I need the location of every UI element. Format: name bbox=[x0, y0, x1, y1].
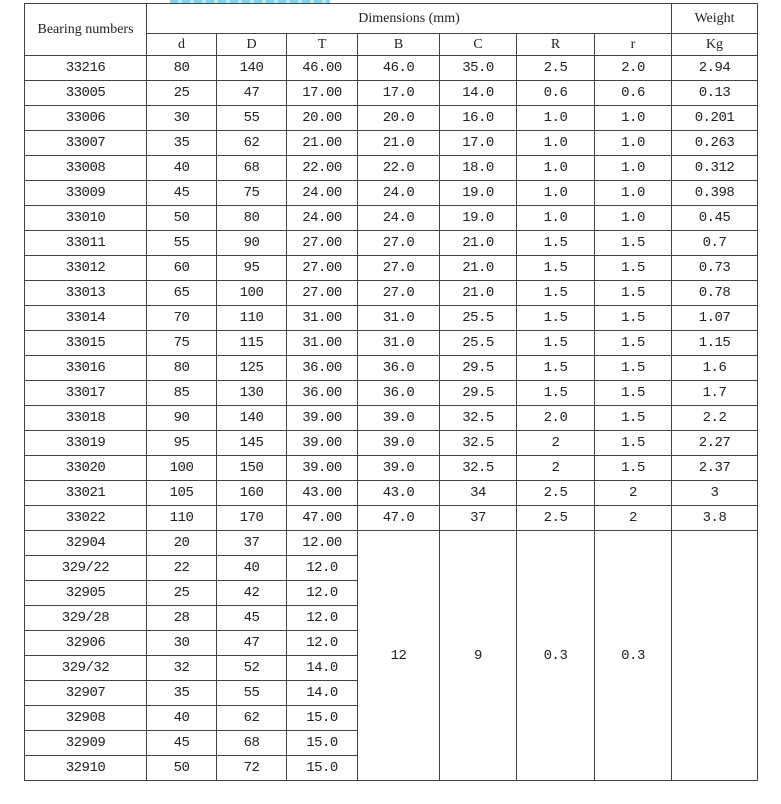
shared-r-value: 0.3 bbox=[595, 531, 672, 781]
R-value: 1.5 bbox=[517, 306, 595, 331]
weight-value: 0.13 bbox=[672, 81, 758, 106]
B-value: 31.0 bbox=[358, 331, 440, 356]
C-value: 29.5 bbox=[440, 356, 517, 381]
table-row bbox=[25, 281, 758, 306]
d-value: 50 bbox=[147, 206, 217, 231]
R-value: 2 bbox=[517, 456, 595, 481]
bearing-number: 33012 bbox=[25, 256, 147, 281]
bearing-number: 33009 bbox=[25, 181, 147, 206]
weight-value: 0.7 bbox=[672, 231, 758, 256]
B-value: 43.0 bbox=[358, 481, 440, 506]
D-value: 125 bbox=[217, 356, 287, 381]
C-value: 37 bbox=[440, 506, 517, 531]
bearing-number: 32908 bbox=[25, 706, 147, 731]
d-value: 90 bbox=[147, 406, 217, 431]
d-value: 22 bbox=[147, 556, 217, 581]
weight-value: 1.7 bbox=[672, 381, 758, 406]
B-value: 47.0 bbox=[358, 506, 440, 531]
d-value: 55 bbox=[147, 231, 217, 256]
R-value: 2.5 bbox=[517, 56, 595, 81]
D-value: 115 bbox=[217, 331, 287, 356]
R-value: 1.5 bbox=[517, 281, 595, 306]
bearing-number: 329/28 bbox=[25, 606, 147, 631]
D-value: 100 bbox=[217, 281, 287, 306]
bearing-number: 33015 bbox=[25, 331, 147, 356]
bearing-number: 32906 bbox=[25, 631, 147, 656]
T-value: 27.00 bbox=[287, 281, 358, 306]
d-value: 75 bbox=[147, 331, 217, 356]
r-value: 2 bbox=[595, 481, 672, 506]
T-value: 24.00 bbox=[287, 181, 358, 206]
D-value: 110 bbox=[217, 306, 287, 331]
D-value: 52 bbox=[217, 656, 287, 681]
r-value: 1.5 bbox=[595, 281, 672, 306]
T-value: 22.00 bbox=[287, 156, 358, 181]
table-row bbox=[25, 506, 758, 531]
R-value: 1.0 bbox=[517, 181, 595, 206]
col-B-header: B bbox=[358, 34, 440, 56]
D-value: 145 bbox=[217, 431, 287, 456]
weight-value: 0.73 bbox=[672, 256, 758, 281]
T-value: 27.00 bbox=[287, 231, 358, 256]
T-value: 27.00 bbox=[287, 256, 358, 281]
table-row bbox=[25, 306, 758, 331]
T-value: 46.00 bbox=[287, 56, 358, 81]
T-value: 31.00 bbox=[287, 306, 358, 331]
R-value: 1.5 bbox=[517, 231, 595, 256]
table-row bbox=[25, 131, 758, 156]
r-value: 1.5 bbox=[595, 256, 672, 281]
D-value: 62 bbox=[217, 706, 287, 731]
table-row bbox=[25, 456, 758, 481]
bearing-number: 33022 bbox=[25, 506, 147, 531]
C-value: 21.0 bbox=[440, 256, 517, 281]
table-row bbox=[25, 156, 758, 181]
D-value: 45 bbox=[217, 606, 287, 631]
D-value: 95 bbox=[217, 256, 287, 281]
d-value: 100 bbox=[147, 456, 217, 481]
r-value: 1.5 bbox=[595, 231, 672, 256]
C-value: 25.5 bbox=[440, 306, 517, 331]
R-value: 1.0 bbox=[517, 131, 595, 156]
bearing-number: 33014 bbox=[25, 306, 147, 331]
D-value: 160 bbox=[217, 481, 287, 506]
T-value: 36.00 bbox=[287, 356, 358, 381]
T-value: 15.0 bbox=[287, 756, 358, 781]
r-value: 1.0 bbox=[595, 131, 672, 156]
r-value: 1.5 bbox=[595, 456, 672, 481]
r-value: 1.5 bbox=[595, 381, 672, 406]
D-value: 37 bbox=[217, 531, 287, 556]
d-value: 25 bbox=[147, 581, 217, 606]
d-value: 105 bbox=[147, 481, 217, 506]
bearing-number: 33010 bbox=[25, 206, 147, 231]
T-value: 12.0 bbox=[287, 631, 358, 656]
table-row bbox=[25, 56, 758, 81]
B-value: 31.0 bbox=[358, 306, 440, 331]
T-value: 14.0 bbox=[287, 681, 358, 706]
D-value: 47 bbox=[217, 81, 287, 106]
C-value: 18.0 bbox=[440, 156, 517, 181]
C-value: 19.0 bbox=[440, 206, 517, 231]
table-row bbox=[25, 531, 758, 556]
weight-unit-header: Kg bbox=[672, 34, 758, 56]
R-value: 2.5 bbox=[517, 481, 595, 506]
d-value: 32 bbox=[147, 656, 217, 681]
weight-value: 0.398 bbox=[672, 181, 758, 206]
D-value: 150 bbox=[217, 456, 287, 481]
C-value: 35.0 bbox=[440, 56, 517, 81]
dimensions-header: Dimensions (mm) bbox=[147, 4, 672, 34]
T-value: 12.00 bbox=[287, 531, 358, 556]
B-value: 27.0 bbox=[358, 231, 440, 256]
B-value: 39.0 bbox=[358, 406, 440, 431]
d-value: 45 bbox=[147, 181, 217, 206]
bearing-table bbox=[24, 3, 758, 781]
d-value: 80 bbox=[147, 356, 217, 381]
bearing-number: 33016 bbox=[25, 356, 147, 381]
d-value: 20 bbox=[147, 531, 217, 556]
d-value: 45 bbox=[147, 731, 217, 756]
d-value: 40 bbox=[147, 706, 217, 731]
D-value: 130 bbox=[217, 381, 287, 406]
d-value: 30 bbox=[147, 631, 217, 656]
T-value: 15.0 bbox=[287, 731, 358, 756]
bearing-number: 33021 bbox=[25, 481, 147, 506]
T-value: 17.00 bbox=[287, 81, 358, 106]
table-row bbox=[25, 381, 758, 406]
r-value: 2.0 bbox=[595, 56, 672, 81]
R-value: 1.0 bbox=[517, 106, 595, 131]
D-value: 140 bbox=[217, 406, 287, 431]
r-value: 0.6 bbox=[595, 81, 672, 106]
B-value: 20.0 bbox=[358, 106, 440, 131]
B-value: 46.0 bbox=[358, 56, 440, 81]
bearing-number: 32909 bbox=[25, 731, 147, 756]
r-value: 1.0 bbox=[595, 181, 672, 206]
weight-value: 3 bbox=[672, 481, 758, 506]
shared-B-value: 12 bbox=[358, 531, 440, 781]
B-value: 24.0 bbox=[358, 181, 440, 206]
table-row bbox=[25, 481, 758, 506]
col-R-header: R bbox=[517, 34, 595, 56]
B-value: 39.0 bbox=[358, 431, 440, 456]
B-value: 39.0 bbox=[358, 456, 440, 481]
T-value: 12.0 bbox=[287, 581, 358, 606]
T-value: 36.00 bbox=[287, 381, 358, 406]
D-value: 62 bbox=[217, 131, 287, 156]
D-value: 75 bbox=[217, 181, 287, 206]
col-r-header: r bbox=[595, 34, 672, 56]
table-row bbox=[25, 431, 758, 456]
weight-value: 0.263 bbox=[672, 131, 758, 156]
r-value: 1.0 bbox=[595, 156, 672, 181]
bearing-number: 33011 bbox=[25, 231, 147, 256]
r-value: 1.5 bbox=[595, 431, 672, 456]
d-value: 40 bbox=[147, 156, 217, 181]
T-value: 20.00 bbox=[287, 106, 358, 131]
weight-value: 1.6 bbox=[672, 356, 758, 381]
C-value: 32.5 bbox=[440, 406, 517, 431]
T-value: 39.00 bbox=[287, 406, 358, 431]
D-value: 72 bbox=[217, 756, 287, 781]
table-row bbox=[25, 181, 758, 206]
table-row bbox=[25, 81, 758, 106]
bearing-number: 33017 bbox=[25, 381, 147, 406]
C-value: 25.5 bbox=[440, 331, 517, 356]
R-value: 1.0 bbox=[517, 156, 595, 181]
C-value: 32.5 bbox=[440, 456, 517, 481]
d-value: 110 bbox=[147, 506, 217, 531]
B-value: 22.0 bbox=[358, 156, 440, 181]
R-value: 2.5 bbox=[517, 506, 595, 531]
shared-C-value: 9 bbox=[440, 531, 517, 781]
col-C-header: C bbox=[440, 34, 517, 56]
weight-value: 0.78 bbox=[672, 281, 758, 306]
bearing-number: 33005 bbox=[25, 81, 147, 106]
B-value: 27.0 bbox=[358, 281, 440, 306]
table-row bbox=[25, 256, 758, 281]
D-value: 55 bbox=[217, 681, 287, 706]
d-value: 50 bbox=[147, 756, 217, 781]
C-value: 32.5 bbox=[440, 431, 517, 456]
C-value: 29.5 bbox=[440, 381, 517, 406]
T-value: 12.0 bbox=[287, 606, 358, 631]
weight-value: 2.2 bbox=[672, 406, 758, 431]
C-value: 34 bbox=[440, 481, 517, 506]
R-value: 2.0 bbox=[517, 406, 595, 431]
d-value: 85 bbox=[147, 381, 217, 406]
B-value: 24.0 bbox=[358, 206, 440, 231]
d-value: 80 bbox=[147, 56, 217, 81]
C-value: 17.0 bbox=[440, 131, 517, 156]
C-value: 19.0 bbox=[440, 181, 517, 206]
weight-value: 2.94 bbox=[672, 56, 758, 81]
bearing-number: 32905 bbox=[25, 581, 147, 606]
C-value: 21.0 bbox=[440, 231, 517, 256]
T-value: 21.00 bbox=[287, 131, 358, 156]
r-value: 1.5 bbox=[595, 331, 672, 356]
T-value: 31.00 bbox=[287, 331, 358, 356]
r-value: 1.5 bbox=[595, 306, 672, 331]
weight-value: 1.07 bbox=[672, 306, 758, 331]
col-T-header: T bbox=[287, 34, 358, 56]
bearing-number: 33216 bbox=[25, 56, 147, 81]
bearing-number: 33019 bbox=[25, 431, 147, 456]
D-value: 68 bbox=[217, 156, 287, 181]
R-value: 1.5 bbox=[517, 356, 595, 381]
weight-value: 0.201 bbox=[672, 106, 758, 131]
d-value: 35 bbox=[147, 131, 217, 156]
d-value: 30 bbox=[147, 106, 217, 131]
weight-value: 3.8 bbox=[672, 506, 758, 531]
weight-value: 2.27 bbox=[672, 431, 758, 456]
D-value: 40 bbox=[217, 556, 287, 581]
weight-value: 1.15 bbox=[672, 331, 758, 356]
bearing-number: 33007 bbox=[25, 131, 147, 156]
r-value: 1.0 bbox=[595, 206, 672, 231]
table-row bbox=[25, 356, 758, 381]
bearing-numbers-header: Bearing numbers bbox=[25, 4, 147, 56]
B-value: 21.0 bbox=[358, 131, 440, 156]
T-value: 39.00 bbox=[287, 456, 358, 481]
bearing-number: 329/32 bbox=[25, 656, 147, 681]
bearing-number: 32904 bbox=[25, 531, 147, 556]
T-value: 14.0 bbox=[287, 656, 358, 681]
d-value: 25 bbox=[147, 81, 217, 106]
table-row bbox=[25, 231, 758, 256]
B-value: 36.0 bbox=[358, 381, 440, 406]
D-value: 140 bbox=[217, 56, 287, 81]
weight-value: 0.312 bbox=[672, 156, 758, 181]
T-value: 12.0 bbox=[287, 556, 358, 581]
d-value: 95 bbox=[147, 431, 217, 456]
T-value: 47.00 bbox=[287, 506, 358, 531]
d-value: 65 bbox=[147, 281, 217, 306]
D-value: 47 bbox=[217, 631, 287, 656]
C-value: 14.0 bbox=[440, 81, 517, 106]
T-value: 39.00 bbox=[287, 431, 358, 456]
r-value: 1.5 bbox=[595, 356, 672, 381]
col-D-header: D bbox=[217, 34, 287, 56]
bearing-number: 33013 bbox=[25, 281, 147, 306]
D-value: 170 bbox=[217, 506, 287, 531]
d-value: 70 bbox=[147, 306, 217, 331]
col-d-header: d bbox=[147, 34, 217, 56]
T-value: 15.0 bbox=[287, 706, 358, 731]
R-value: 1.0 bbox=[517, 206, 595, 231]
T-value: 43.00 bbox=[287, 481, 358, 506]
d-value: 60 bbox=[147, 256, 217, 281]
R-value: 0.6 bbox=[517, 81, 595, 106]
C-value: 16.0 bbox=[440, 106, 517, 131]
bearing-number: 32910 bbox=[25, 756, 147, 781]
bearing-number: 33008 bbox=[25, 156, 147, 181]
D-value: 55 bbox=[217, 106, 287, 131]
B-value: 27.0 bbox=[358, 256, 440, 281]
bearing-number: 329/22 bbox=[25, 556, 147, 581]
shared-R-value: 0.3 bbox=[517, 531, 595, 781]
D-value: 42 bbox=[217, 581, 287, 606]
R-value: 1.5 bbox=[517, 331, 595, 356]
B-value: 36.0 bbox=[358, 356, 440, 381]
d-value: 35 bbox=[147, 681, 217, 706]
bearing-number: 33006 bbox=[25, 106, 147, 131]
bearing-number: 32907 bbox=[25, 681, 147, 706]
weight-value: 2.37 bbox=[672, 456, 758, 481]
R-value: 1.5 bbox=[517, 256, 595, 281]
R-value: 1.5 bbox=[517, 381, 595, 406]
table-row bbox=[25, 331, 758, 356]
B-value: 17.0 bbox=[358, 81, 440, 106]
bearing-number: 33020 bbox=[25, 456, 147, 481]
C-value: 21.0 bbox=[440, 281, 517, 306]
r-value: 1.0 bbox=[595, 106, 672, 131]
weight-empty bbox=[672, 531, 758, 781]
weight-header: Weight bbox=[672, 4, 758, 34]
D-value: 90 bbox=[217, 231, 287, 256]
R-value: 2 bbox=[517, 431, 595, 456]
r-value: 1.5 bbox=[595, 406, 672, 431]
D-value: 68 bbox=[217, 731, 287, 756]
table-row bbox=[25, 406, 758, 431]
weight-value: 0.45 bbox=[672, 206, 758, 231]
D-value: 80 bbox=[217, 206, 287, 231]
table-row bbox=[25, 106, 758, 131]
d-value: 28 bbox=[147, 606, 217, 631]
r-value: 2 bbox=[595, 506, 672, 531]
bearing-number: 33018 bbox=[25, 406, 147, 431]
table-row bbox=[25, 206, 758, 231]
T-value: 24.00 bbox=[287, 206, 358, 231]
